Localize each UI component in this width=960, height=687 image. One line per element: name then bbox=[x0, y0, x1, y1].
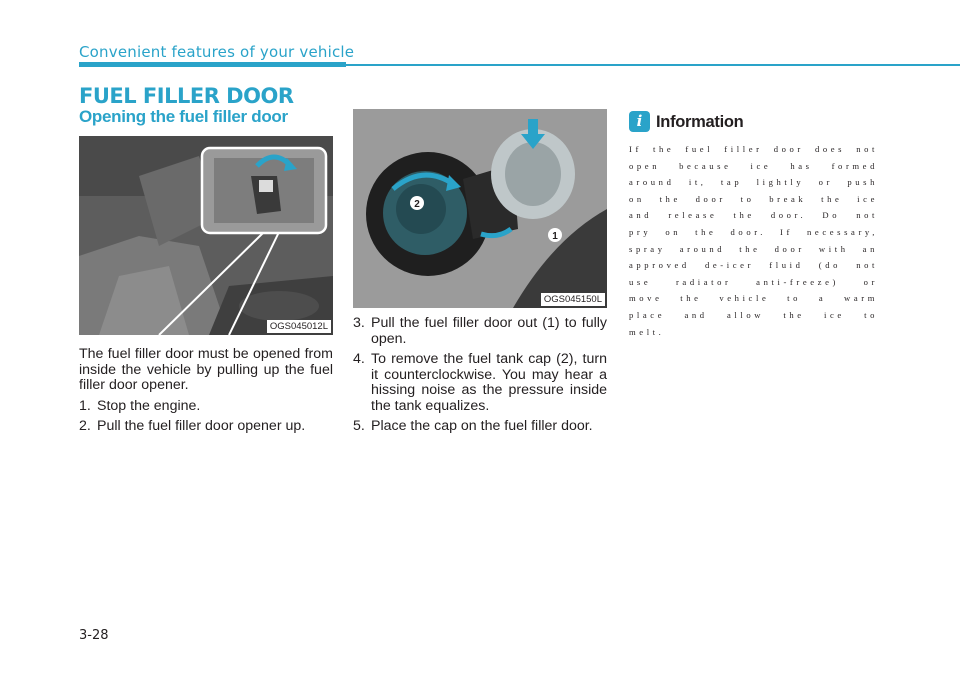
sub-title: Opening the fuel filler door bbox=[79, 107, 288, 126]
step-item: 1. Stop the engine. bbox=[79, 397, 201, 414]
intro-paragraph: The fuel filler door must be opened from inside the vehicle by pulling up the fuel filler door opener. bbox=[79, 346, 333, 393]
header-rule bbox=[346, 64, 960, 66]
step-item: 4. To remove the fuel tank cap (2), turn it counterclockwise. You may hear a hissing noise as the pressure inside the tank equalizes. bbox=[353, 351, 607, 414]
info-title: Information bbox=[656, 113, 744, 131]
fuel-cap-illustration bbox=[353, 109, 607, 308]
figure-fuel-cap bbox=[353, 109, 607, 308]
header-accent-bar bbox=[79, 62, 346, 67]
header-section-name: Convenient features of your vehicle bbox=[79, 43, 355, 61]
left-column-text bbox=[79, 347, 333, 440]
section-title: FUEL FILLER DOOR bbox=[79, 84, 294, 108]
figure-fuel-door-opener bbox=[79, 136, 333, 335]
figure-code: OGS045150L bbox=[541, 293, 605, 306]
figure-code: OGS045012L bbox=[267, 320, 331, 333]
callout-1: 1 bbox=[552, 231, 558, 242]
fuel-door-opener-illustration bbox=[79, 136, 333, 335]
step-item: 5. Place the cap on the fuel filler door. bbox=[353, 418, 593, 434]
page-number: 3-28 bbox=[79, 628, 109, 643]
step-item: 2. Pull the fuel filler door opener up. bbox=[79, 418, 306, 434]
info-icon: i bbox=[629, 111, 650, 132]
step-item: 3. Pull the fuel filler door out (1) to fully open. bbox=[353, 315, 607, 347]
middle-column-text bbox=[353, 316, 607, 440]
callout-2: 2 bbox=[414, 199, 420, 210]
info-body: If the fuel filler door does not open because ice has formed around it, tap lightly or push on the door to break the ice and release the door. Do not pry on the door. If necessary, spray around the door with an approved de-icer fluid (do not use radiator anti-freeze) or move the vehicle to a warm place and allow the ice to melt. bbox=[629, 144, 878, 337]
